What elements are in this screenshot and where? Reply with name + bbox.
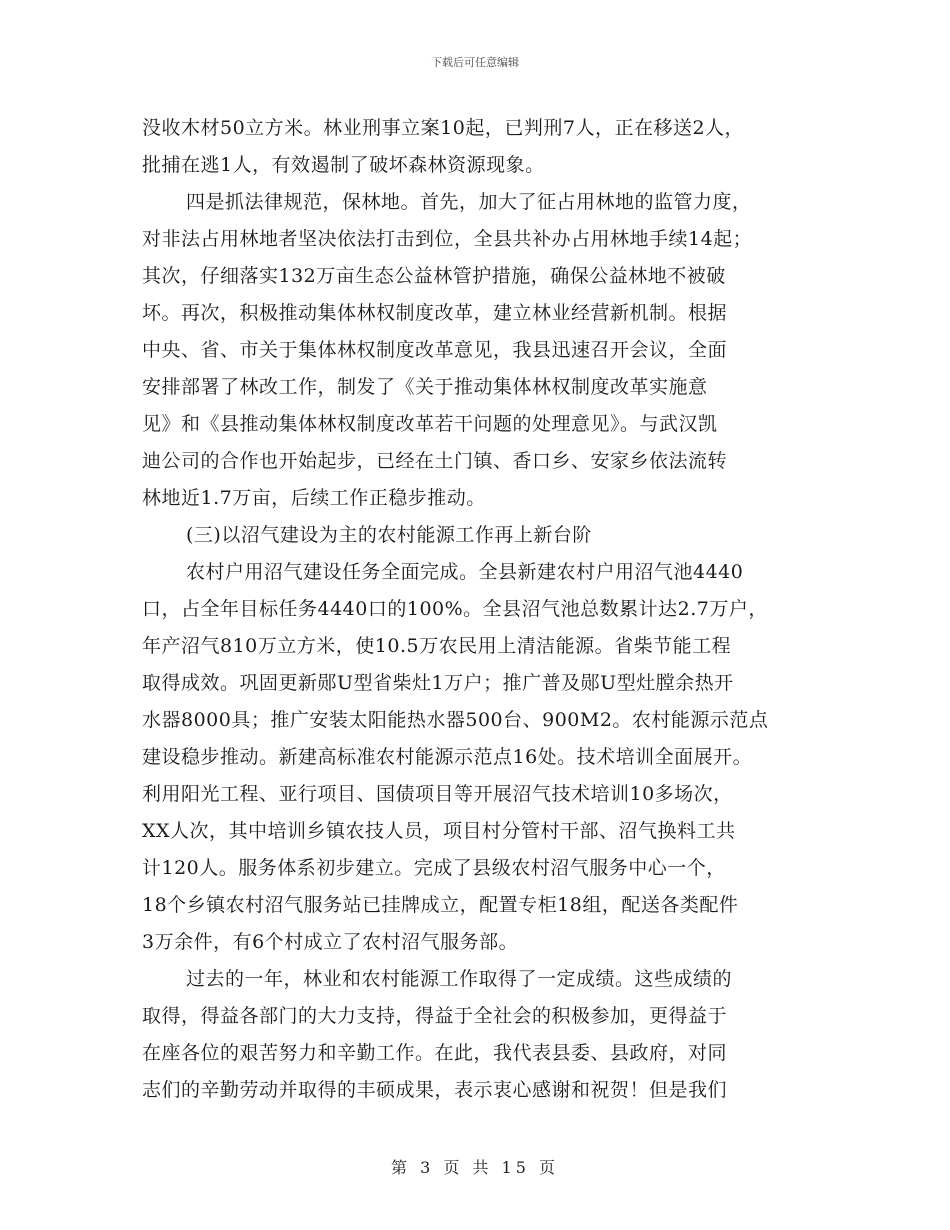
text-line: 口，占全年目标任务4440口的100%。全县沼气池总数累计达2.7万户，	[142, 598, 768, 620]
text-line: 安排部署了林改工作，制发了《关于推动集体林权制度改革实施意	[142, 376, 708, 398]
text-line: 建设稳步推动。新建高标准农村能源示范点16处。技术培训全面展开。	[142, 746, 753, 768]
text-line: 利用阳光工程、亚行项目、国债项目等开展沼气技术培训10多场次，	[142, 783, 733, 805]
text-line: XX人次，其中培训乡镇农技人员，项目村分管村干部、沼气换料工共	[142, 820, 736, 842]
text-line: 过去的一年，林业和农村能源工作取得了一定成绩。这些成绩的	[186, 968, 733, 990]
text-line: 计120人。服务体系初步建立。完成了县级农村沼气服务中心一个，	[142, 857, 726, 879]
page-number-footer: 第 3 页 共 15 页	[391, 1158, 559, 1177]
text-line: 其次，仔细落实132万亩生态公益林管护措施，确保公益林地不被破	[142, 265, 726, 287]
text-line: 年产沼气810万立方米，使10.5万农民用上清洁能源。省柴节能工程	[142, 635, 732, 657]
text-line: 中央、省、市关于集体林权制度改革意见，我县迅速召开会议，全面	[142, 339, 728, 361]
text-line: 18个乡镇农村沼气服务站已挂牌成立，配置专柜18组，配送各类配件	[142, 894, 739, 916]
document-body	[142, 110, 814, 1109]
paragraph	[142, 554, 814, 961]
header-note: 下载后可任意编辑	[431, 56, 519, 69]
text-line: 坏。再次，积极推动集体林权制度改革，建立林业经营新机制。根据	[142, 302, 728, 324]
section-heading	[142, 517, 814, 554]
text-line: 在座各位的艰苦努力和辛勤工作。在此，我代表县委、县政府，对同	[142, 1042, 728, 1064]
text-line: 志们的辛勤劳动并取得的丰硕成果，表示衷心感谢和祝贺！但是我们	[142, 1079, 728, 1101]
text-line: 水器8000具；推广安装太阳能热水器500台、900M2。农村能源示范点	[142, 709, 769, 731]
text-line: 没收木材50立方米。林业刑事立案10起，已判刑7人，正在移送2人，	[142, 117, 745, 139]
text-line: (三)以沼气建设为主的农村能源工作再上新台阶	[186, 524, 592, 546]
text-line: 林地近1.7万亩，后续工作正稳步推动。	[142, 487, 486, 509]
paragraph	[142, 961, 814, 1109]
text-line: 迪公司的合作也开始起步，已经在土门镇、香口乡、安家乡依法流转	[142, 450, 728, 472]
text-line: 对非法占用林地者坚决依法打击到位，全县共补办占用林地手续14起；	[142, 228, 753, 250]
text-line: 取得成效。巩固更新郧U型省柴灶1万户；推广普及郧U型灶膛余热开	[142, 672, 734, 694]
text-line: 四是抓法律规范，保林地。首先，加大了征占用林地的监管力度，	[186, 191, 752, 213]
text-line: 批捕在逃1人，有效遏制了破坏森林资源现象。	[142, 154, 545, 176]
text-line: 取得，得益各部门的大力支持，得益于全社会的积极参加，更得益于	[142, 1005, 728, 1027]
paragraph	[142, 110, 814, 184]
text-line: 见》和《县推动集体林权制度改革若干问题的处理意见》。与武汉凯	[142, 413, 718, 435]
text-line: 3万余件，有6个村成立了农村沼气服务部。	[142, 931, 519, 953]
paragraph	[142, 184, 814, 517]
text-line: 农村户用沼气建设任务全面完成。全县新建农村户用沼气池4440	[186, 561, 744, 583]
